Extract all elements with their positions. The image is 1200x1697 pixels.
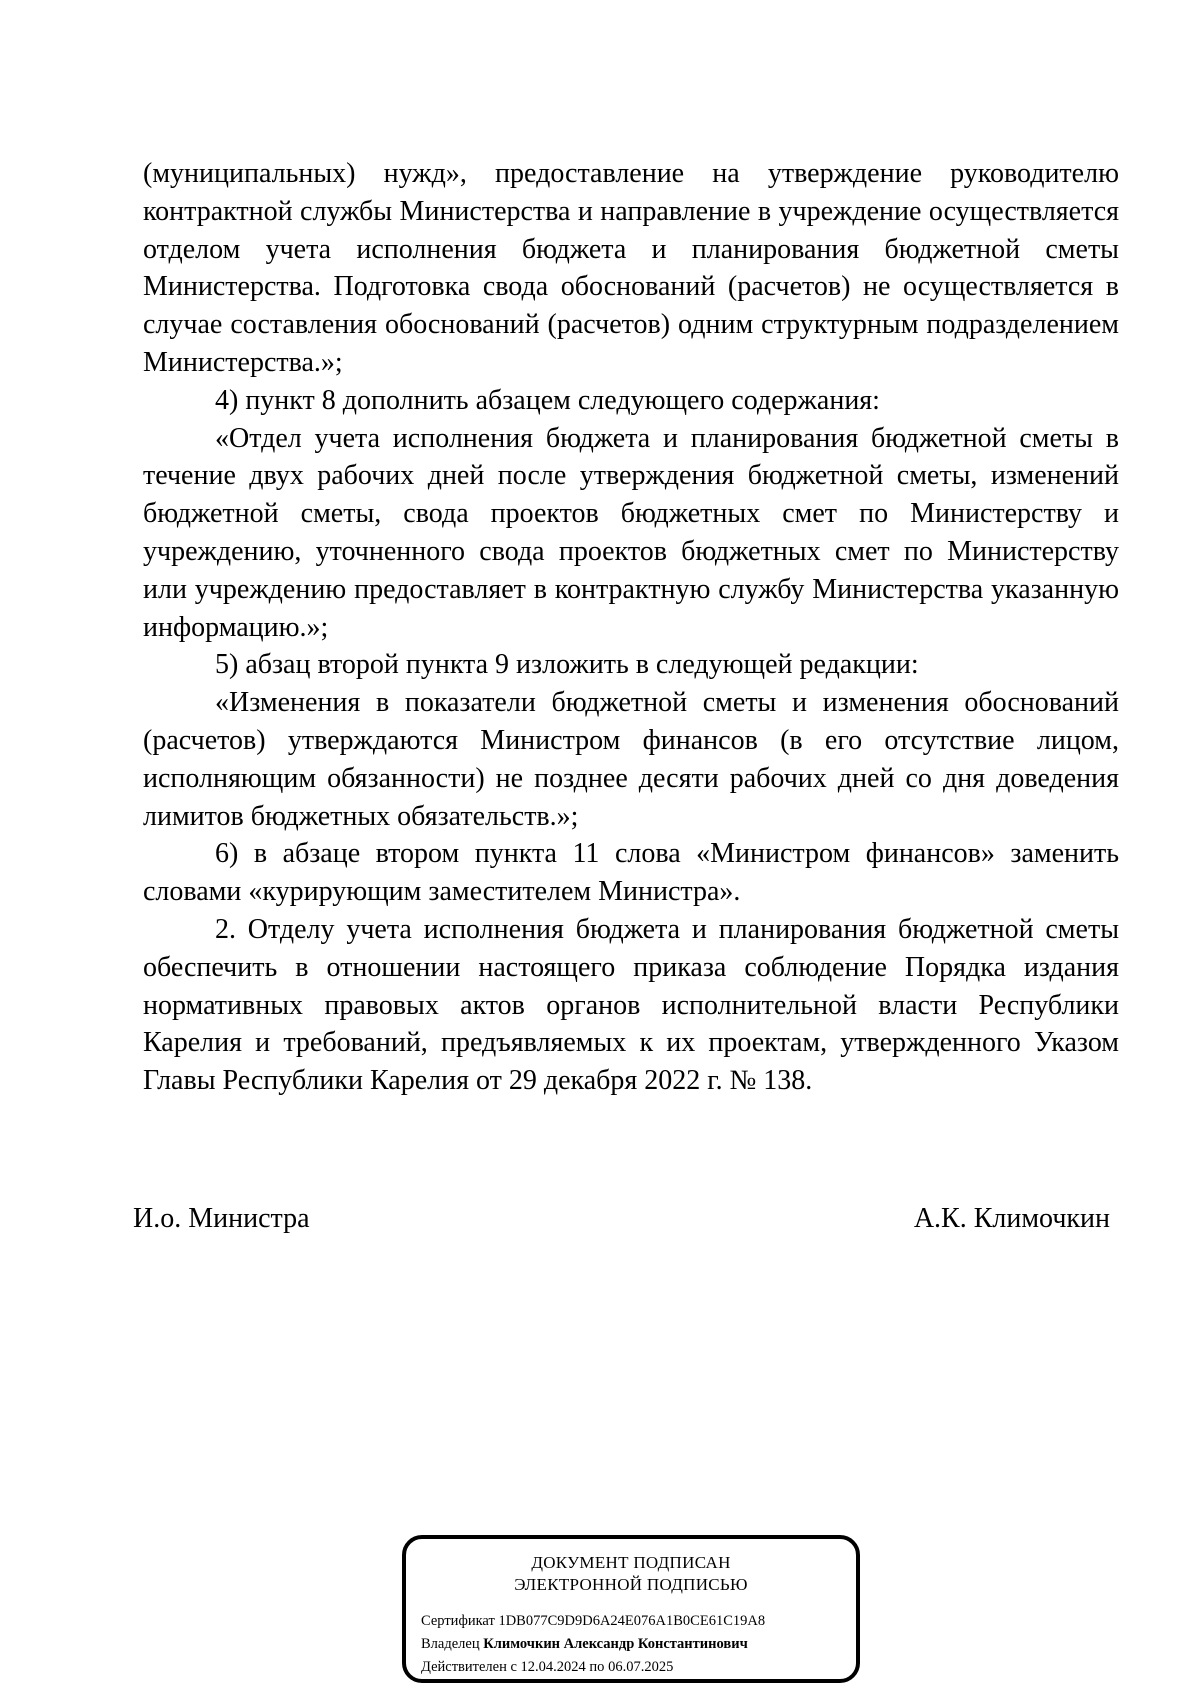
stamp-title bbox=[406, 1552, 856, 1596]
valid-to: 06.07.2025 bbox=[608, 1659, 674, 1675]
paragraph: 4) пункт 8 дополнить абзацем следующего содержания: bbox=[215, 384, 880, 416]
valid-to-label: по bbox=[589, 1659, 605, 1675]
paragraph: «Отдел учета исполнения бюджета и планирования бюджетной сметы в течение двух рабочих дней после утверждения бюджетной сметы, изменений бюджетной сметы, свода проектов бюджетных смет по Министерству и учреждению, уточненного свода проектов бюджетных смет по Министерству или учреждению предоставляет в контрактную службу Министерства указанную информацию.»; bbox=[143, 422, 1119, 643]
paragraph: 6) в абзаце втором пункта 11 слова «Министром финансов» заменить словами «курирующим заместителем Министра». bbox=[143, 838, 1119, 908]
signatory-name: А.К. Климочкин bbox=[913, 1203, 1110, 1234]
certificate-label: Сертификат bbox=[421, 1613, 495, 1629]
certificate-value: 1DB077C9D9D6A24E076A1B0CE61C19A8 bbox=[498, 1613, 766, 1629]
paragraph: «Изменения в показатели бюджетной сметы и изменения обоснований (расчетов) утверждаются Министром финансов (в его отсутствие лицом, исполняющим обязанности) не позднее десяти рабочих дней со дня доведения лимитов бюджетных обязательств.»; bbox=[143, 687, 1119, 832]
stamp-title-line: ЭЛЕКТРОННОЙ ПОДПИСЬЮ bbox=[514, 1575, 748, 1594]
valid-from: 12.04.2024 bbox=[520, 1659, 586, 1675]
owner-value: Климочкин Александр Константинович bbox=[483, 1636, 748, 1652]
electronic-signature-stamp bbox=[402, 1535, 860, 1683]
signatory-position: И.о. Министра bbox=[133, 1203, 310, 1234]
stamp-title-line: ДОКУМЕНТ ПОДПИСАН bbox=[531, 1553, 731, 1572]
paragraph: 5) абзац второй пункта 9 изложить в следующей редакции: bbox=[215, 649, 919, 681]
paragraph: (муниципальных) нужд», предоставление на утверждение руководителю контрактной службы Министерства и направление в учреждение осуществляется отделом учета исполнения бюджета и планирования бюджетной сметы Министерства. Подготовка свода обоснований (расчетов) не осуществляется в случае составления обоснований (расчетов) одним структурным подразделением Министерства.»; bbox=[143, 158, 1119, 378]
valid-label: Действителен с bbox=[421, 1659, 517, 1675]
stamp-details bbox=[421, 1610, 856, 1679]
stamp-owner-row bbox=[421, 1633, 856, 1656]
stamp-certificate-row bbox=[421, 1610, 856, 1633]
owner-label: Владелец bbox=[421, 1636, 480, 1652]
stamp-validity-row bbox=[421, 1656, 856, 1679]
paragraph: 2. Отделу учета исполнения бюджета и планирования бюджетной сметы обеспечить в отношении настоящего приказа соблюдение Порядка издания нормативных правовых актов органов исполнительной власти Республики Карелия и требований, предъявляемых к их проектам, утвержденного Указом Главы Республики Карелия от 29 декабря 2022 г. № 138. bbox=[143, 913, 1119, 1097]
document-body bbox=[143, 155, 1119, 1100]
